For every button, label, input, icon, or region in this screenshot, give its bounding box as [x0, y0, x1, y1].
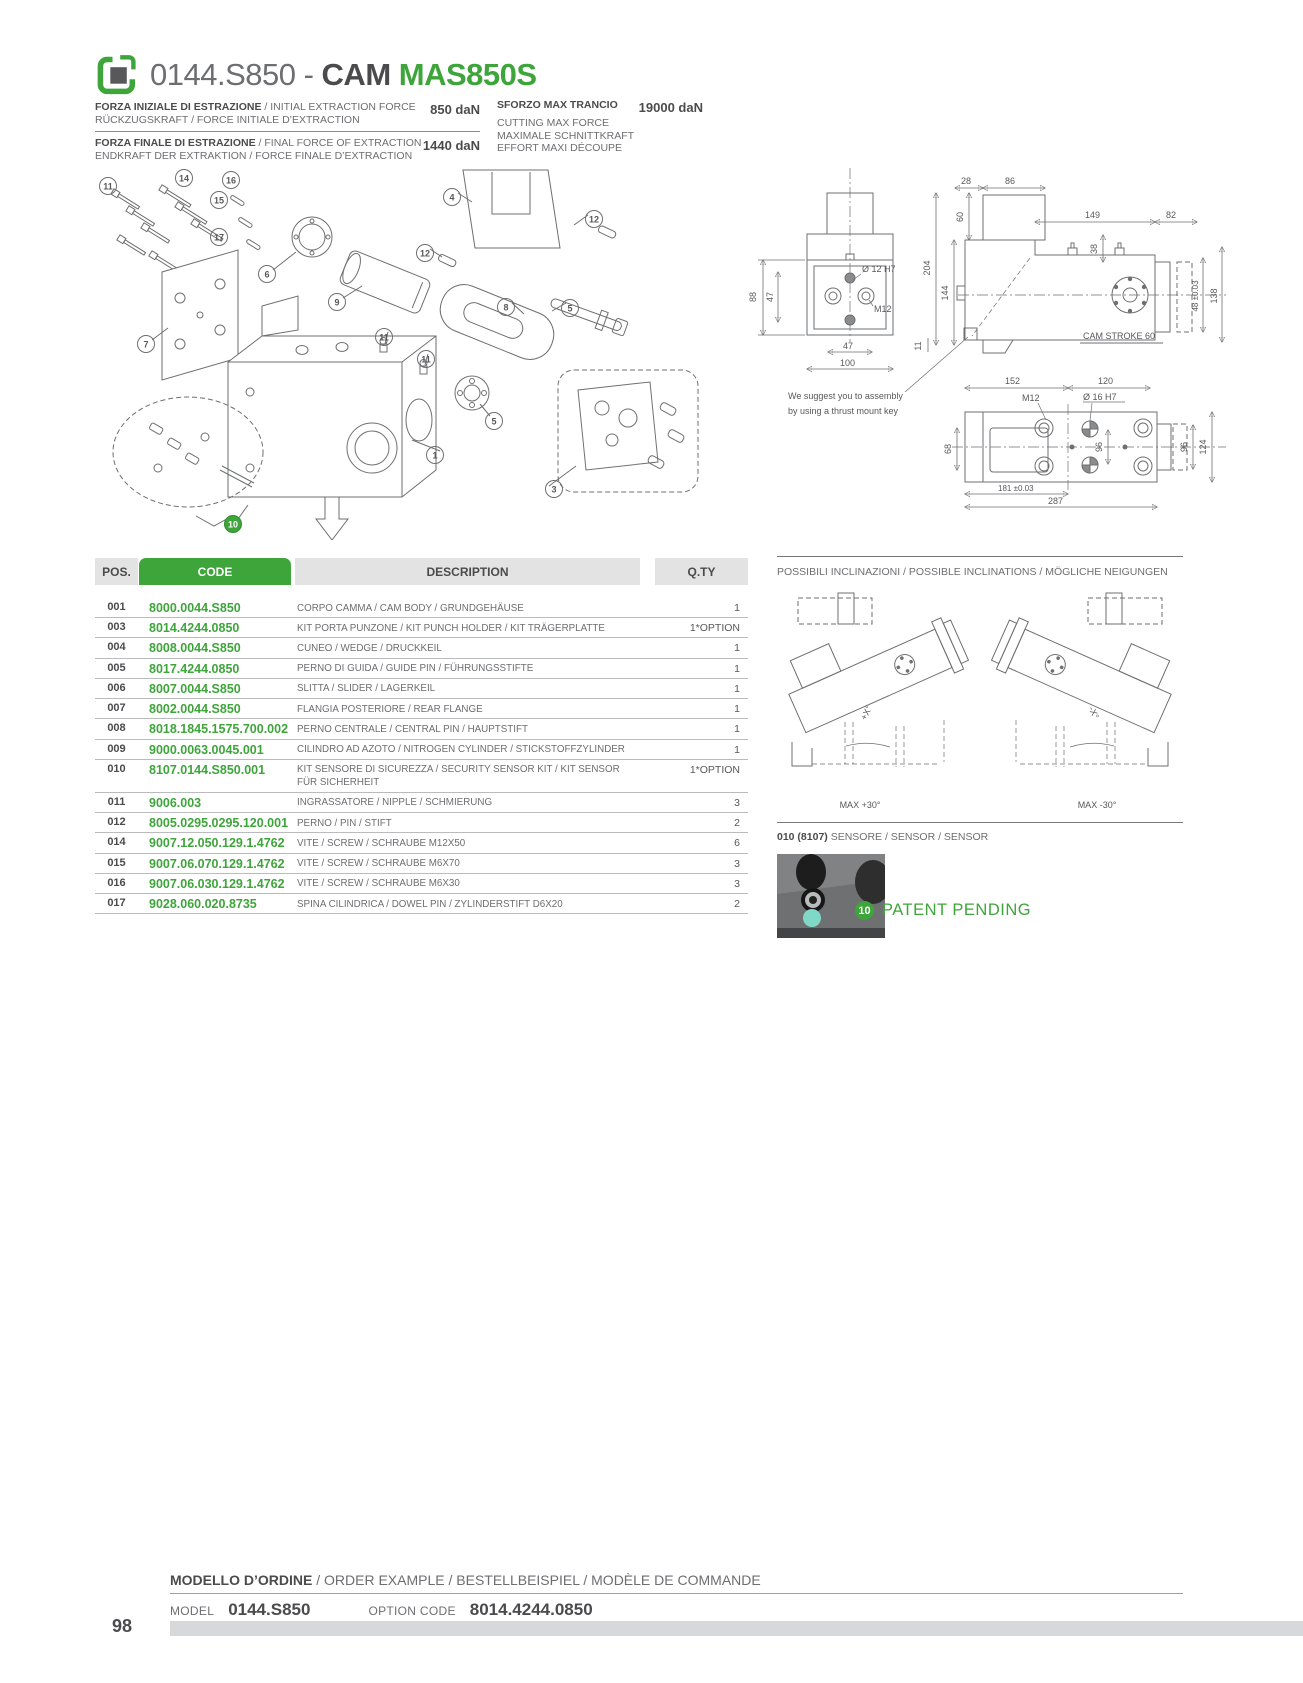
pos-cell: 015 — [107, 856, 126, 869]
svg-text:5: 5 — [491, 416, 497, 427]
pos-cell: 009 — [107, 742, 126, 755]
code-cell: 8018.1845.1575.700.002 — [149, 722, 289, 737]
balloon-7 — [138, 336, 155, 353]
cutting-force-specs: SFORZO MAX TRANCIO 19000 daN CUTTING MAX FORCE MAXIMALE SCHNITTKRAFT EFFORT MAXI DÉCOUPE — [497, 99, 703, 155]
table-row — [95, 699, 748, 719]
front-dim-d12: Ø 12 H7 — [862, 264, 896, 274]
pos-cell: 010 — [107, 762, 126, 775]
code-cell: 8005.0295.0295.120.001 — [149, 816, 289, 831]
table-row — [95, 618, 748, 638]
front-dim-47v: 47 — [765, 291, 775, 303]
bottom-dim-96a: 96 — [1094, 441, 1104, 453]
qty-cell: 1 — [734, 723, 740, 736]
code-cell: 8007.0044.S850 — [149, 681, 241, 696]
flange-5 — [455, 376, 489, 410]
code-cell: 8107.0144.S850.001 — [149, 762, 266, 777]
pin-12a — [597, 225, 616, 239]
table-row — [95, 659, 748, 679]
page-number: 98 — [112, 1616, 133, 1636]
svg-text:1: 1 — [432, 450, 438, 461]
front-dim-88: 88 — [748, 291, 758, 303]
qty-cell: 3 — [734, 877, 740, 890]
header-description: DESCRIPTION — [295, 558, 640, 585]
pos-cell: 006 — [107, 681, 126, 694]
pos-cell: 001 — [107, 601, 126, 613]
section-divider — [777, 822, 1183, 823]
section-divider — [777, 556, 1183, 557]
qty-cell: 1 — [734, 662, 740, 675]
description-cell: KIT SENSORE DI SICUREZZA / SECURITY SENSOR KIT / KIT SENSOR FÜR SICHERHEIT — [297, 764, 620, 789]
final-force-value: 1440 daN — [422, 138, 480, 154]
front-dim-m12: M12 — [874, 304, 892, 314]
pos-cell: 007 — [107, 702, 126, 715]
cylinder-9 — [338, 249, 431, 315]
description-cell: KIT PORTA PUNZONE / KIT PUNCH HOLDER / KIT TRÄGERPLATTE — [297, 622, 605, 634]
header-pos: POS. — [95, 558, 138, 585]
code-cell: 9028.060.020.8735 — [149, 897, 257, 912]
svg-text:6: 6 — [264, 269, 270, 280]
bottom-dim-124: 124 — [1198, 439, 1208, 455]
bottom-dim-181: 181 ±0.03 — [998, 484, 1034, 493]
qty-cell: 2 — [734, 898, 740, 911]
side-dim-11: 11 — [913, 341, 923, 351]
patent-pending-text: PATENT PENDING — [882, 901, 1032, 919]
table-row — [95, 813, 748, 833]
bottom-dim-120: 120 — [1098, 376, 1114, 386]
parts-table-header — [95, 558, 748, 585]
inclinations-drawing — [775, 585, 1185, 815]
qty-cell: 2 — [734, 817, 740, 830]
parts-table-body — [95, 598, 748, 914]
svg-text:11: 11 — [103, 181, 113, 192]
side-dim-204: 204 — [922, 260, 932, 276]
side-dim-28: 28 — [961, 176, 972, 186]
final-extraction-row: FORZA FINALE DI ESTRAZIONE / FINAL FORCE OF EXTRACTION ENDKRAFT DER EXTRAKTION / FORCE FINALE D’EXTRACTION 1440 daN — [95, 137, 480, 162]
code-cell: 8002.0044.S850 — [149, 702, 241, 717]
balloon-10 — [225, 516, 242, 533]
bottom-dim-d16: Ø 16 H7 — [1083, 392, 1117, 402]
code-cell: 8000.0044.S850 — [149, 601, 241, 615]
initial-force-label-de-fr: RÜCKZUGSKRAFT / FORCE INITIALE D’EXTRACTION — [95, 113, 360, 126]
assembly-note — [788, 337, 968, 416]
code-cell: 9007.06.030.129.1.4762 — [149, 876, 285, 891]
initial-extraction-row: FORZA INIZIALE DI ESTRAZIONE / INITIAL EXTRACTION FORCE RÜCKZUGSKRAFT / FORCE INITIALE D’EXTRACTION 850 daN — [95, 101, 480, 126]
svg-text:10: 10 — [227, 519, 239, 530]
table-row — [95, 833, 748, 853]
assembly-arrow — [316, 497, 348, 540]
plus-angle-label: +X° — [858, 703, 874, 722]
svg-text:11: 11 — [379, 332, 389, 343]
title-cam: CAM — [321, 57, 399, 92]
side-dim-86: 86 — [1005, 176, 1016, 186]
header-code: CODE — [139, 558, 291, 585]
pos-cell: 014 — [107, 836, 126, 849]
table-row — [95, 719, 748, 739]
table-row — [95, 874, 748, 894]
balloon-3 — [546, 481, 563, 498]
balloon-17 — [211, 229, 228, 246]
wedge-4 — [463, 170, 560, 248]
description-cell: CILINDRO AD AZOTO / NITROGEN CYLINDER / STICKSTOFFZYLINDER — [297, 744, 625, 756]
svg-text:3: 3 — [551, 484, 557, 495]
table-row — [95, 598, 748, 618]
final-force-label-it: FORZA FINALE DI ESTRAZIONE — [95, 137, 256, 150]
minus-angle-label: -X° — [1086, 704, 1101, 721]
code-cell: 9000.0063.0045.001 — [149, 742, 264, 757]
cam-body-1 — [228, 296, 436, 497]
svg-text:16: 16 — [225, 175, 237, 186]
cutting-force-value: 19000 daN — [638, 100, 703, 115]
description-cell: PERNO / PIN / STIFT — [297, 817, 392, 829]
qty-cell: 1 — [734, 743, 740, 756]
qty-cell: 1*OPTION — [689, 763, 740, 776]
dimension-drawings — [725, 160, 1230, 512]
side-dim-82: 82 — [1166, 210, 1177, 220]
balloon-12 — [417, 245, 434, 262]
cam-stroke-label: CAM STROKE 60 — [1083, 331, 1156, 341]
option-code-value: 8014.4244.0850 — [469, 1600, 593, 1619]
front-view-drawing — [748, 168, 896, 369]
pos-cell: 017 — [107, 897, 126, 910]
description-cell: INGRASSATORE / NIPPLE / SCHMIERUNG — [297, 797, 493, 809]
balloon-11 — [100, 178, 117, 195]
header-qty: Q.TY — [655, 558, 748, 585]
pos-cell: 003 — [107, 621, 126, 634]
order-example-heading: MODELLO D’ORDINE / ORDER EXAMPLE / BESTELLBEISPIEL / MODÈLE DE COMMANDE — [170, 1572, 761, 1588]
description-cell: PERNO CENTRALE / CENTRAL PIN / HAUPTSTIFT — [297, 723, 528, 735]
svg-text:17: 17 — [213, 232, 225, 243]
front-dim-47: 47 — [843, 341, 854, 351]
slider-8 — [433, 278, 560, 367]
order-rule — [170, 1593, 1183, 1594]
inclinations-title: POSSIBILI INCLINAZIONI / POSSIBLE INCLINATIONS / MÖGLICHE NEIGUNGEN — [777, 566, 1168, 578]
spec-separator — [95, 131, 480, 132]
description-cell: FLANGIA POSTERIORE / REAR FLANGE — [297, 703, 483, 715]
inclination-minus-drawing — [989, 593, 1183, 767]
title-model: MAS850S — [398, 57, 537, 92]
pos-cell: 008 — [107, 722, 126, 735]
balloon-6 — [259, 266, 276, 283]
side-dim-60: 60 — [955, 211, 965, 223]
side-dim-38: 38 — [1089, 243, 1099, 255]
qty-cell: 1 — [734, 602, 740, 614]
plate-7 — [162, 250, 238, 380]
brand-logo-icon — [96, 54, 140, 98]
svg-text:12: 12 — [419, 248, 431, 259]
description-cell: VITE / SCREW / SCHRAUBE M12X50 — [297, 837, 466, 849]
description-cell: SPINA CILINDRICA / DOWEL PIN / ZYLINDERSTIFT D6X20 — [297, 898, 563, 910]
table-row — [95, 760, 748, 793]
patent-pending — [855, 901, 1031, 920]
svg-text:5: 5 — [567, 303, 573, 314]
bottom-dim-287: 287 — [1048, 496, 1064, 506]
order-example-line — [170, 1600, 651, 1620]
pos-cell: 004 — [107, 641, 126, 654]
bottom-dim-m12: M12 — [1022, 393, 1040, 403]
model-label: MODEL — [170, 1604, 215, 1618]
code-cell: 9007.06.070.129.1.4762 — [149, 856, 285, 871]
svg-text:8: 8 — [503, 302, 509, 313]
svg-text:4: 4 — [449, 192, 455, 203]
table-row — [95, 638, 748, 658]
qty-cell: 1 — [734, 642, 740, 655]
exploded-view-drawing — [95, 160, 715, 540]
code-cell: 8014.4244.0850 — [149, 621, 240, 636]
description-cell: CORPO CAMMA / CAM BODY / GRUNDGEHÄUSE — [297, 602, 524, 614]
final-force-label-de-fr: ENDKRAFT DER EXTRAKTION / FORCE FINALE D’EXTRACTION — [95, 149, 413, 162]
table-row — [95, 793, 748, 813]
option-code-label: OPTION CODE — [368, 1604, 456, 1618]
svg-text:15: 15 — [213, 195, 225, 206]
bottom-dim-152: 152 — [1005, 376, 1021, 386]
table-row — [95, 854, 748, 874]
side-dim-144: 144 — [940, 285, 950, 301]
qty-cell: 1 — [734, 682, 740, 695]
plate-kit-3 — [558, 370, 698, 492]
balloon-14 — [176, 170, 193, 187]
table-row — [95, 894, 748, 914]
description-cell: VITE / SCREW / SCHRAUBE M6X70 — [297, 858, 460, 870]
extraction-force-specs — [95, 99, 480, 166]
side-dim-48: 48 ±0.03 — [1191, 280, 1200, 312]
balloon-4 — [444, 189, 461, 206]
code-cell: 9006.003 — [149, 795, 202, 810]
svg-text:7: 7 — [143, 339, 149, 350]
qty-cell: 3 — [734, 796, 740, 809]
assembly-note-line2: by using a thrust mount key — [788, 406, 899, 416]
balloon-9 — [329, 294, 346, 311]
svg-text:11: 11 — [421, 354, 431, 365]
initial-force-value: 850 daN — [430, 102, 480, 117]
pos-cell: 011 — [107, 795, 126, 808]
balloon-12 — [586, 211, 603, 228]
page-title: 0144.S850 - CAM MAS850S — [150, 57, 537, 92]
description-cell: SLITTA / SLIDER / LAGERKEIL — [297, 683, 436, 695]
sensor-photo — [777, 854, 885, 938]
pos-cell: 012 — [107, 816, 126, 829]
qty-cell: 6 — [734, 837, 740, 850]
code-cell: 8017.4244.0850 — [149, 661, 240, 676]
bottom-dim-68: 68 — [943, 443, 953, 455]
qty-cell: 3 — [734, 857, 740, 870]
sensor-label-text: SENSORE / SENSOR / SENSOR — [827, 831, 989, 843]
code-cell: 8008.0044.S850 — [149, 641, 241, 656]
svg-text:14: 14 — [178, 173, 190, 184]
pos-cell: 016 — [107, 876, 126, 889]
inclination-plus-drawing — [777, 593, 971, 767]
table-row — [95, 740, 748, 760]
table-row — [95, 679, 748, 699]
description-cell: VITE / SCREW / SCHRAUBE M6X30 — [297, 878, 460, 890]
footer-bar — [170, 1621, 1303, 1636]
max-plus-caption: MAX +30° — [839, 800, 881, 810]
description-cell: CUNEO / WEDGE / DRUCKKEIL — [297, 642, 442, 654]
side-view-drawing — [913, 176, 1226, 353]
balloon-5 — [486, 413, 503, 430]
product-code: 0144.S850 — [150, 57, 296, 92]
pin-5 — [548, 293, 629, 338]
parts-table — [95, 558, 748, 914]
svg-text:12: 12 — [588, 214, 600, 225]
description-cell: PERNO DI GUIDA / GUIDE PIN / FÜHRUNGSSTIFTE — [297, 663, 534, 675]
svg-text:9: 9 — [334, 297, 340, 308]
initial-force-label-it: FORZA INIZIALE DI ESTRAZIONE — [95, 101, 262, 113]
max-minus-caption: MAX -30° — [1077, 800, 1117, 810]
sensor-section-label — [777, 831, 988, 843]
balloon-15 — [211, 192, 228, 209]
side-dim-138: 138 — [1209, 288, 1219, 304]
side-dim-149: 149 — [1085, 210, 1101, 220]
sensor-pos-code: 010 (8107) — [777, 831, 828, 843]
model-value: 0144.S850 — [228, 1600, 311, 1619]
patent-badge-10: 10 — [855, 901, 874, 920]
cutting-force-label: SFORZO MAX TRANCIO — [497, 99, 618, 111]
front-dim-100: 100 — [840, 358, 856, 368]
bottom-dim-96b: 96 — [1179, 441, 1189, 453]
qty-cell: 1 — [734, 703, 740, 716]
ring-6 — [292, 217, 332, 257]
code-cell: 9007.12.050.129.1.4762 — [149, 836, 285, 851]
assembly-note-line1: We suggest you to assembly — [788, 391, 903, 401]
bottom-view-drawing — [943, 376, 1226, 507]
qty-cell: 1*OPTION — [689, 622, 740, 635]
balloon-16 — [223, 172, 240, 189]
pos-cell: 005 — [107, 661, 126, 674]
